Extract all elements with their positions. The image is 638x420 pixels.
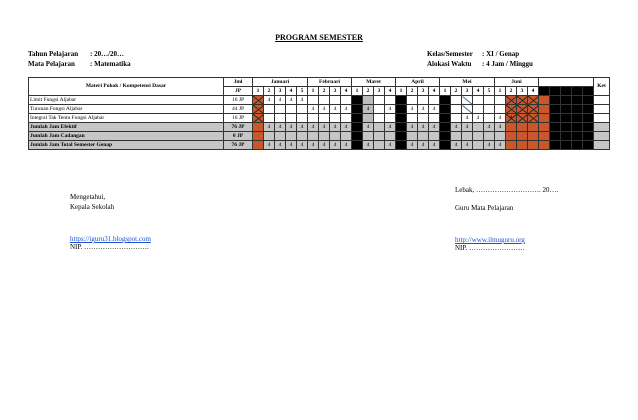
- week-header: 3: [418, 87, 429, 96]
- week-cell: [517, 114, 528, 123]
- week-cell: 4: [506, 114, 517, 123]
- week-header: 2: [407, 87, 418, 96]
- week-cell: [484, 105, 495, 114]
- week-header: 1: [352, 87, 363, 96]
- blank-cell: [561, 96, 572, 105]
- blank-cell: [572, 105, 583, 114]
- week-header: 2: [319, 87, 330, 96]
- week-cell: 4: [440, 123, 451, 132]
- blank-cell: [550, 123, 561, 132]
- week-cell: [484, 114, 495, 123]
- week-cell: 4: [385, 105, 396, 114]
- week-cell: [363, 114, 374, 123]
- week-cell: [451, 132, 462, 141]
- week-cell: [385, 132, 396, 141]
- blog-link[interactable]: https://iguru31.blogspot.com: [70, 235, 151, 243]
- blank-cell: [550, 96, 561, 105]
- blank-cell: [539, 132, 550, 141]
- week-cell: [396, 96, 407, 105]
- week-cell: [495, 132, 506, 141]
- ket-cell: [594, 114, 610, 123]
- month-header: Januari: [253, 78, 308, 87]
- blank-cell: [572, 87, 583, 96]
- week-cell: [528, 105, 539, 114]
- week-cell: 4: [363, 141, 374, 150]
- week-cell: [374, 114, 385, 123]
- week-cell: [319, 96, 330, 105]
- week-cell: 4: [286, 123, 297, 132]
- week-cell: 4: [429, 123, 440, 132]
- week-cell: 4: [385, 123, 396, 132]
- month-header: April: [396, 78, 440, 87]
- week-cell: [253, 132, 264, 141]
- week-cell: [506, 132, 517, 141]
- week-cell: 4: [330, 105, 341, 114]
- week-cell: 4: [297, 96, 308, 105]
- week-header: 2: [451, 87, 462, 96]
- blank-cell: [550, 105, 561, 114]
- week-cell: [473, 105, 484, 114]
- blank-cell: [583, 114, 594, 123]
- week-cell: [286, 105, 297, 114]
- week-header: 3: [517, 87, 528, 96]
- header-value: : XI / Genap: [482, 50, 520, 58]
- ket-cell: [594, 132, 610, 141]
- week-cell: 4: [330, 141, 341, 150]
- week-header: 2: [363, 87, 374, 96]
- nip-left: NIP. ……………………….: [70, 243, 149, 251]
- ket-cell: [594, 105, 610, 114]
- week-header: 3: [462, 87, 473, 96]
- blank-cell: [539, 87, 550, 96]
- materi-cell: Jumlah Jam Efektif: [29, 123, 224, 132]
- week-cell: [451, 96, 462, 105]
- week-cell: 4: [286, 96, 297, 105]
- week-cell: [517, 132, 528, 141]
- header-label: Alokasi Waktu: [427, 60, 472, 68]
- blank-cell: [550, 141, 561, 150]
- week-cell: 4: [297, 123, 308, 132]
- week-cell: 4: [495, 123, 506, 132]
- week-cell: [330, 96, 341, 105]
- week-cell: 4: [407, 105, 418, 114]
- week-cell: [407, 132, 418, 141]
- guru-text: Guru Mata Pelajaran: [455, 204, 514, 212]
- blank-cell: [583, 123, 594, 132]
- blank-cell: [583, 141, 594, 150]
- ket-cell: [594, 96, 610, 105]
- week-cell: [286, 114, 297, 123]
- month-header: Juni: [495, 78, 539, 87]
- week-cell: 4: [484, 141, 495, 150]
- page-title: PROGRAM SEMESTER: [275, 33, 363, 42]
- week-cell: [385, 96, 396, 105]
- week-cell: [429, 132, 440, 141]
- blank-cell: [539, 114, 550, 123]
- week-cell: [275, 132, 286, 141]
- week-cell: [473, 96, 484, 105]
- week-cell: [286, 132, 297, 141]
- week-cell: 4: [451, 141, 462, 150]
- month-header: Maret: [352, 78, 396, 87]
- week-cell: [374, 132, 385, 141]
- week-cell: [253, 114, 264, 123]
- week-cell: 4: [385, 141, 396, 150]
- week-cell: [528, 123, 539, 132]
- week-cell: [451, 114, 462, 123]
- week-cell: [473, 141, 484, 150]
- week-header: 4: [286, 87, 297, 96]
- week-header: 5: [484, 87, 495, 96]
- week-cell: [352, 114, 363, 123]
- week-cell: [528, 114, 539, 123]
- week-cell: 4: [264, 141, 275, 150]
- week-cell: 4: [319, 105, 330, 114]
- week-cell: [440, 96, 451, 105]
- blank-cell: [572, 96, 583, 105]
- header-label: Kelas/Semester: [427, 50, 473, 58]
- week-cell: [473, 123, 484, 132]
- week-cell: [308, 114, 319, 123]
- week-cell: [363, 132, 374, 141]
- week-header: 4: [528, 87, 539, 96]
- week-header: 3: [275, 87, 286, 96]
- ket-header: Ket: [594, 78, 610, 96]
- month-header: Februari: [308, 78, 352, 87]
- header-value: : Matematika: [90, 60, 131, 68]
- week-cell: [319, 114, 330, 123]
- week-cell: [330, 114, 341, 123]
- week-cell: [528, 141, 539, 150]
- week-cell: [297, 114, 308, 123]
- blank-cell: [550, 132, 561, 141]
- blank-cell: [572, 141, 583, 150]
- week-cell: 4: [407, 141, 418, 150]
- week-cell: [462, 105, 473, 114]
- jp-cell: 16 JP: [224, 96, 253, 105]
- week-cell: [506, 105, 517, 114]
- week-cell: 4: [396, 141, 407, 150]
- week-cell: 4: [319, 123, 330, 132]
- week-cell: 4: [264, 96, 275, 105]
- ket-cell: [594, 141, 610, 150]
- jp-cell: 44 JP: [224, 105, 253, 114]
- materi-cell: Integral Tak Tentu Fungsi Aljabar: [29, 114, 224, 123]
- header-label: Mata Pelajaran: [28, 60, 75, 68]
- materi-header: Materi Pokok / Kompetensi Dasar: [29, 78, 224, 96]
- week-cell: [319, 132, 330, 141]
- week-cell: [528, 96, 539, 105]
- jp-header: JP: [224, 87, 253, 96]
- jp-cell: 16 JP: [224, 114, 253, 123]
- week-cell: [418, 132, 429, 141]
- jml-header: Jml: [224, 78, 253, 87]
- week-cell: 4: [396, 105, 407, 114]
- week-cell: [330, 132, 341, 141]
- week-cell: [308, 132, 319, 141]
- jp-cell: 76 JP: [224, 141, 253, 150]
- week-cell: [429, 114, 440, 123]
- ket-cell: [594, 123, 610, 132]
- week-cell: [352, 132, 363, 141]
- blank-cell: [539, 105, 550, 114]
- blank-cell: [550, 87, 561, 96]
- week-cell: 4: [462, 114, 473, 123]
- blank-cell: [583, 105, 594, 114]
- mengetahui-text: Mengetahui,: [70, 193, 106, 201]
- week-cell: [451, 105, 462, 114]
- week-cell: [396, 114, 407, 123]
- week-cell: [275, 114, 286, 123]
- week-cell: [462, 96, 473, 105]
- blank-cell: [583, 96, 594, 105]
- week-cell: [275, 105, 286, 114]
- blank-header: [539, 78, 594, 87]
- blank-cell: [583, 132, 594, 141]
- week-cell: 4: [275, 123, 286, 132]
- week-cell: [517, 105, 528, 114]
- week-cell: 4: [407, 123, 418, 132]
- week-cell: [374, 96, 385, 105]
- blank-cell: [561, 123, 572, 132]
- place-date: Lebak, ………………………. 20….: [455, 186, 559, 194]
- week-cell: [352, 123, 363, 132]
- week-cell: 4: [363, 105, 374, 114]
- week-header: 3: [330, 87, 341, 96]
- week-cell: 4: [495, 114, 506, 123]
- week-header: 5: [297, 87, 308, 96]
- blank-cell: [539, 96, 550, 105]
- materi-cell: Turunan Fungsi Aljabar: [29, 105, 224, 114]
- week-cell: [528, 132, 539, 141]
- week-cell: [484, 132, 495, 141]
- week-cell: [517, 96, 528, 105]
- header-label: Tahun Pelajaran: [28, 50, 79, 58]
- week-cell: 4: [429, 141, 440, 150]
- week-cell: [253, 141, 264, 150]
- week-cell: 4: [484, 123, 495, 132]
- week-cell: [374, 105, 385, 114]
- week-cell: 4: [363, 123, 374, 132]
- kepala-sekolah-text: Kepala Sekolah: [70, 203, 115, 211]
- week-cell: [517, 123, 528, 132]
- week-cell: 4: [451, 123, 462, 132]
- week-cell: [484, 96, 495, 105]
- week-cell: [352, 105, 363, 114]
- blank-cell: [550, 114, 561, 123]
- header-right: [427, 50, 533, 68]
- week-cell: 4: [286, 141, 297, 150]
- week-cell: [429, 96, 440, 105]
- week-cell: [341, 96, 352, 105]
- week-cell: [264, 132, 275, 141]
- jp-cell: 0 JP: [224, 132, 253, 141]
- week-header: 4: [429, 87, 440, 96]
- week-cell: [506, 123, 517, 132]
- week-cell: [440, 114, 451, 123]
- week-cell: [396, 132, 407, 141]
- blank-cell: [561, 141, 572, 150]
- week-header: 1: [495, 87, 506, 96]
- week-cell: [495, 105, 506, 114]
- week-header: 1: [396, 87, 407, 96]
- week-header: 2: [506, 87, 517, 96]
- week-cell: 4: [396, 123, 407, 132]
- header-left: [28, 50, 131, 68]
- week-cell: 4: [440, 105, 451, 114]
- week-header: 4: [385, 87, 396, 96]
- week-cell: [506, 141, 517, 150]
- week-cell: [495, 96, 506, 105]
- week-cell: [418, 114, 429, 123]
- blank-cell: [572, 123, 583, 132]
- week-header: 1: [253, 87, 264, 96]
- week-cell: 4: [418, 123, 429, 132]
- week-cell: 4: [462, 123, 473, 132]
- signature-right: [455, 186, 558, 252]
- week-header: 2: [264, 87, 275, 96]
- materi-cell: Limit Fungsi Aljabar: [29, 96, 224, 105]
- header-value: : 20…/20…: [90, 50, 125, 58]
- ilmuguru-link[interactable]: http://www.ilmuguru.org: [455, 236, 525, 244]
- week-header: 1: [308, 87, 319, 96]
- week-cell: [341, 114, 352, 123]
- week-cell: [374, 123, 385, 132]
- week-header: 4: [341, 87, 352, 96]
- week-cell: 4: [319, 141, 330, 150]
- signature-left: [70, 193, 151, 251]
- blank-cell: [561, 87, 572, 96]
- week-cell: [462, 132, 473, 141]
- week-cell: 4: [495, 141, 506, 150]
- week-cell: 4: [275, 141, 286, 150]
- week-cell: [407, 96, 418, 105]
- week-cell: 4: [440, 141, 451, 150]
- blank-cell: [561, 132, 572, 141]
- blank-cell: [561, 105, 572, 114]
- blank-cell: [572, 132, 583, 141]
- week-cell: [308, 96, 319, 105]
- week-cell: [374, 141, 385, 150]
- week-cell: 4: [308, 123, 319, 132]
- week-cell: 4: [297, 141, 308, 150]
- week-cell: 4: [462, 141, 473, 150]
- week-cell: 4: [341, 105, 352, 114]
- week-cell: [264, 105, 275, 114]
- week-cell: [407, 114, 418, 123]
- blank-cell: [583, 87, 594, 96]
- week-cell: [341, 132, 352, 141]
- program-semester-table: [28, 77, 610, 150]
- week-cell: [264, 114, 275, 123]
- week-cell: [385, 114, 396, 123]
- blank-cell: [539, 141, 550, 150]
- week-cell: [473, 132, 484, 141]
- week-cell: 4: [341, 141, 352, 150]
- week-cell: 4: [308, 105, 319, 114]
- week-cell: [253, 105, 264, 114]
- blank-cell: [572, 114, 583, 123]
- week-cell: [253, 96, 264, 105]
- week-cell: 4: [473, 114, 484, 123]
- week-cell: [418, 96, 429, 105]
- week-cell: [506, 96, 517, 105]
- week-cell: 4: [341, 123, 352, 132]
- week-cell: [352, 141, 363, 150]
- week-cell: [297, 132, 308, 141]
- week-cell: [352, 96, 363, 105]
- week-cell: 4: [264, 123, 275, 132]
- materi-cell: Jumlah Jam Total Semester Genap: [29, 141, 224, 150]
- week-cell: [440, 132, 451, 141]
- month-header: Mei: [440, 78, 495, 87]
- week-header: 3: [374, 87, 385, 96]
- week-cell: [517, 141, 528, 150]
- week-cell: [297, 105, 308, 114]
- blank-cell: [539, 123, 550, 132]
- week-header: 1: [440, 87, 451, 96]
- week-cell: 4: [330, 123, 341, 132]
- week-cell: 4: [275, 96, 286, 105]
- week-cell: 4: [308, 141, 319, 150]
- week-cell: [363, 96, 374, 105]
- blank-cell: [561, 114, 572, 123]
- header-value: : 4 Jam / Minggu: [482, 60, 533, 68]
- week-cell: 4: [418, 105, 429, 114]
- week-cell: 4: [418, 141, 429, 150]
- materi-cell: Jumlah Jam Cadangan: [29, 132, 224, 141]
- nip-right: NIP. ……………………: [455, 244, 526, 252]
- week-cell: [253, 123, 264, 132]
- jp-cell: 76 JP: [224, 123, 253, 132]
- week-cell: 4: [429, 105, 440, 114]
- week-header: 4: [473, 87, 484, 96]
